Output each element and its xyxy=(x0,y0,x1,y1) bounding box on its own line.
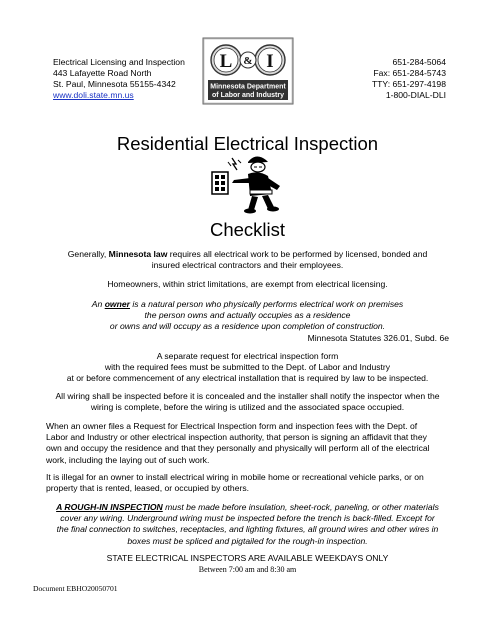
inspector-availability-notice: STATE ELECTRICAL INSPECTORS ARE AVAILABLE WEEKDAYS ONLY xyxy=(106,553,389,563)
owner-def-line3: or owns and will occupy as a residence upon completion of construction. xyxy=(109,321,386,332)
agency-name: Electrical Licensing and Inspection xyxy=(53,57,185,67)
affidavit-line-1: When an owner files a Request for Electrical Inspection form and inspection fees with the Dept. of xyxy=(46,421,418,431)
rough-in-line-1: must be made before insulation, sheet-rock, paneling, or other materials xyxy=(162,502,439,512)
affidavit-line-2: Labor and Industry or other electrical inspection authority, that person is signing an affidavit that they xyxy=(46,432,427,443)
request-line-2: with the required fees must be submitted to the Dept. of Labor and Industry xyxy=(104,362,391,373)
intro-text-pre: Generally, xyxy=(67,249,109,259)
logo-line-2: of Labor and Industry xyxy=(212,92,284,99)
rough-in-line-4: boxes must be spliced and pigtailed for the rough-in inspection. xyxy=(127,535,368,546)
inspection-request-paragraph xyxy=(46,351,449,385)
illegal-line-1: It is illegal for an owner to install electrical wiring in mobile home or recreational vehicle parks, or on xyxy=(46,472,424,482)
toll-free-number: 1-800-DIAL-DLI xyxy=(385,90,446,100)
agency-contacts xyxy=(372,57,446,101)
owner-def-pre: An xyxy=(91,299,105,309)
intro-text-post: requires all electrical work to be performed by licensed, bonded and xyxy=(167,249,428,259)
exemption-paragraph: Homeowners, within strict limitations, are exempt from electrical licensing. xyxy=(107,279,388,289)
owner-def-post: is a natural person who physically performs electrical work on premises xyxy=(130,299,404,309)
document-id: Document EBHO20050701 xyxy=(33,584,118,593)
phone-number: 651-284-5064 xyxy=(392,57,446,67)
owner-def-line2: the person owns and actually occupies as a residence xyxy=(144,310,351,321)
website-link[interactable]: www.doli.state.mn.us xyxy=(53,90,134,100)
affidavit-line-3: own and occupy the residence and that they personally and physically will perform all of the electrical xyxy=(46,443,430,454)
illegal-installation-paragraph xyxy=(46,472,449,494)
logo-letter-l: L xyxy=(219,51,233,72)
street-address: 443 Lafayette Road North xyxy=(53,68,152,78)
tty-number: TTY: 651-297-4198 xyxy=(371,79,446,89)
owner-term: owner xyxy=(104,299,130,309)
affidavit-paragraph xyxy=(46,421,449,466)
fax-number: Fax: 651-284-5743 xyxy=(373,68,446,78)
logo-ampersand: & xyxy=(243,55,253,67)
request-line-3: at or before commencement of any electrical installation that is required by law to be inspected. xyxy=(66,373,429,384)
rough-in-heading: A ROUGH-IN INSPECTION xyxy=(56,502,163,512)
wiring-line-2: wiring is complete, before the wiring is utilized and the associated space occupied. xyxy=(90,402,405,413)
page-title: Residential Electrical Inspection xyxy=(116,133,379,154)
intro-paragraph xyxy=(46,249,449,271)
agency-address xyxy=(53,57,185,101)
inspector-hours: Between 7:00 am and 8:30 am xyxy=(198,565,297,574)
illegal-line-2: property that is rented, leased, or occupied by others. xyxy=(46,483,250,494)
doli-logo xyxy=(202,37,294,105)
page-subtitle: Checklist xyxy=(209,219,286,240)
request-line-1: A separate request for electrical inspection form xyxy=(156,351,339,361)
intro-text-line2: insured electrical contractors and their employees. xyxy=(151,260,344,271)
city-state-zip: St. Paul, Minnesota 55155-4342 xyxy=(53,79,176,89)
minnesota-law-text: Minnesota law xyxy=(108,249,168,259)
rough-in-line-2: cover any wiring. Underground wiring must be inspected before the trench is back-filled. Except for xyxy=(60,513,435,524)
electrician-illustration xyxy=(204,150,288,216)
affidavit-line-4: work, including the laying out of such work. xyxy=(46,454,210,465)
statute-citation: Minnesota Statutes 326.01, Subd. 6e xyxy=(307,332,449,343)
rough-in-line-3: the final connection to switches, receptacles, and lighting fixtures, all ground wires and other wires in xyxy=(56,524,439,535)
rough-in-paragraph xyxy=(46,502,449,547)
wiring-inspection-paragraph xyxy=(46,391,449,413)
owner-definition xyxy=(46,299,449,344)
logo-line-1: Minnesota Department xyxy=(210,83,286,91)
wiring-line-1: All wiring shall be inspected before it is concealed and the installer shall notify the inspector when the xyxy=(55,391,440,401)
logo-letter-i: I xyxy=(266,51,274,72)
